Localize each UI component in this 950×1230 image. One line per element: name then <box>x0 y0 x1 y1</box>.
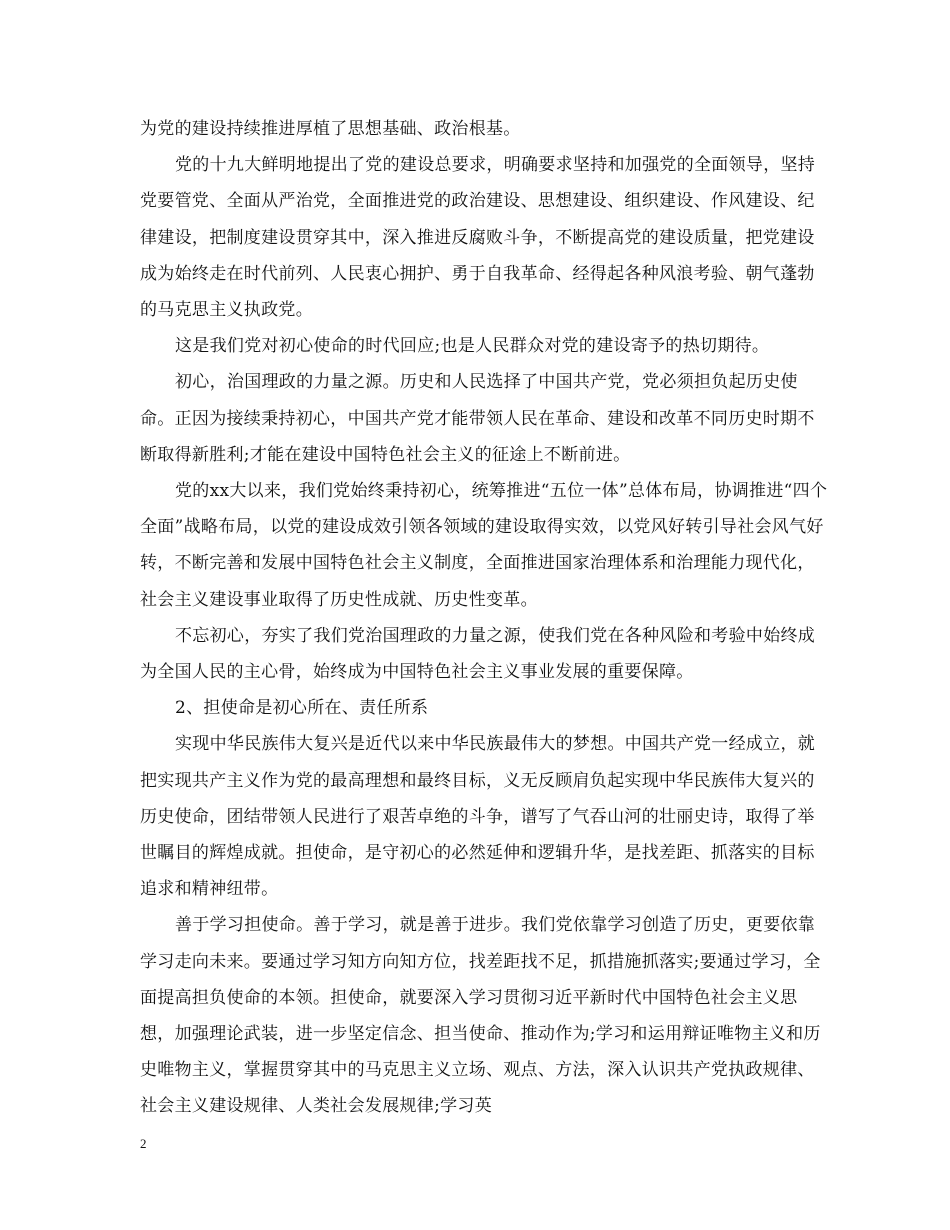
section-heading: 2、担使命是初心所在、责任所系 <box>175 698 429 719</box>
paragraph: 党的xx大以来，我们党始终秉持初心，统筹推进“五位一体”总体布局，协调推进“四个全面”战略布局，以党的建设成效引领各领域的建设取得实效，以党风好转引导社会风气好转，不断完善和发展中国特色社会主义制度，全面推进国家治理体系和治理能力现代化，社会主义建设事业取得了历史性成就、历史性变革。 <box>140 481 828 610</box>
page-number: 2 <box>140 1136 147 1151</box>
document-body <box>140 111 830 1125</box>
paragraph: 初心，治国理政的力量之源。历史和人民选择了中国共产党，党必须担负起历史使命。正因为接续秉持初心，中国共产党才能带领人民在革命、建设和改革不同历史时期不断取得新胜利;才能在建设中国特色社会主义的征途上不断前进。 <box>140 372 815 465</box>
paragraph: 不忘初心，夯实了我们党治国理政的力量之源，使我们党在各种风险和考验中始终成为全国人民的主心骨，始终成为中国特色社会主义事业发展的重要保障。 <box>140 625 816 683</box>
paragraph: 这是我们党对初心使命的时代回应;也是人民群众对党的建设寄予的热切期待。 <box>175 336 770 357</box>
paragraph: 实现中华民族伟大复兴是近代以来中华民族最伟大的梦想。中国共产党一经成立，就把实现共产主义作为党的最高理想和最终目标，义无反顾肩负起实现中华民族伟大复兴的历史使命，团结带领人民进行了艰苦卓绝的斗争，谱写了气吞山河的壮丽史诗，取得了举世瞩目的辉煌成就。担使命，是守初心的必然延伸和逻辑升华，是找差距、抓落实的目标追求和精神纽带。 <box>140 734 816 900</box>
paragraph-continuation: 为党的建设持续推进厚植了思想基础、政治根基。 <box>140 119 521 139</box>
paragraph: 善于学习担使命。善于学习，就是善于进步。我们党依靠学习创造了历史，更要依靠学习走向未来。要通过学习知方向知方位，找差距找不足，抓措施抓落实;要通过学习，全面提高担负使命的本领。担使命，就要深入学习贯彻习近平新时代中国特色社会主义思想，加强理论武装，进一步坚定信念、担当使命、推动作为;学习和运用辩证唯物主义和历史唯物主义，掌握贯穿其中的马克思主义立场、观点、方法，深入认识共产党执政规律、社会主义建设规律、人类社会发展规律;学习英 <box>140 915 821 1117</box>
paragraph: 党的十九大鲜明地提出了党的建设总要求，明确要求坚持和加强党的全面领导，坚持党要管党、全面从严治党，全面推进党的政治建设、思想建设、组织建设、作风建设、纪律建设，把制度建设贯穿其中，深入推进反腐败斗争，不断提高党的建设质量，把党建设成为始终走在时代前列、人民衷心拥护、勇于自我革命、经得起各种风浪考验、朝气蓬勃的马克思主义执政党。 <box>140 155 816 321</box>
